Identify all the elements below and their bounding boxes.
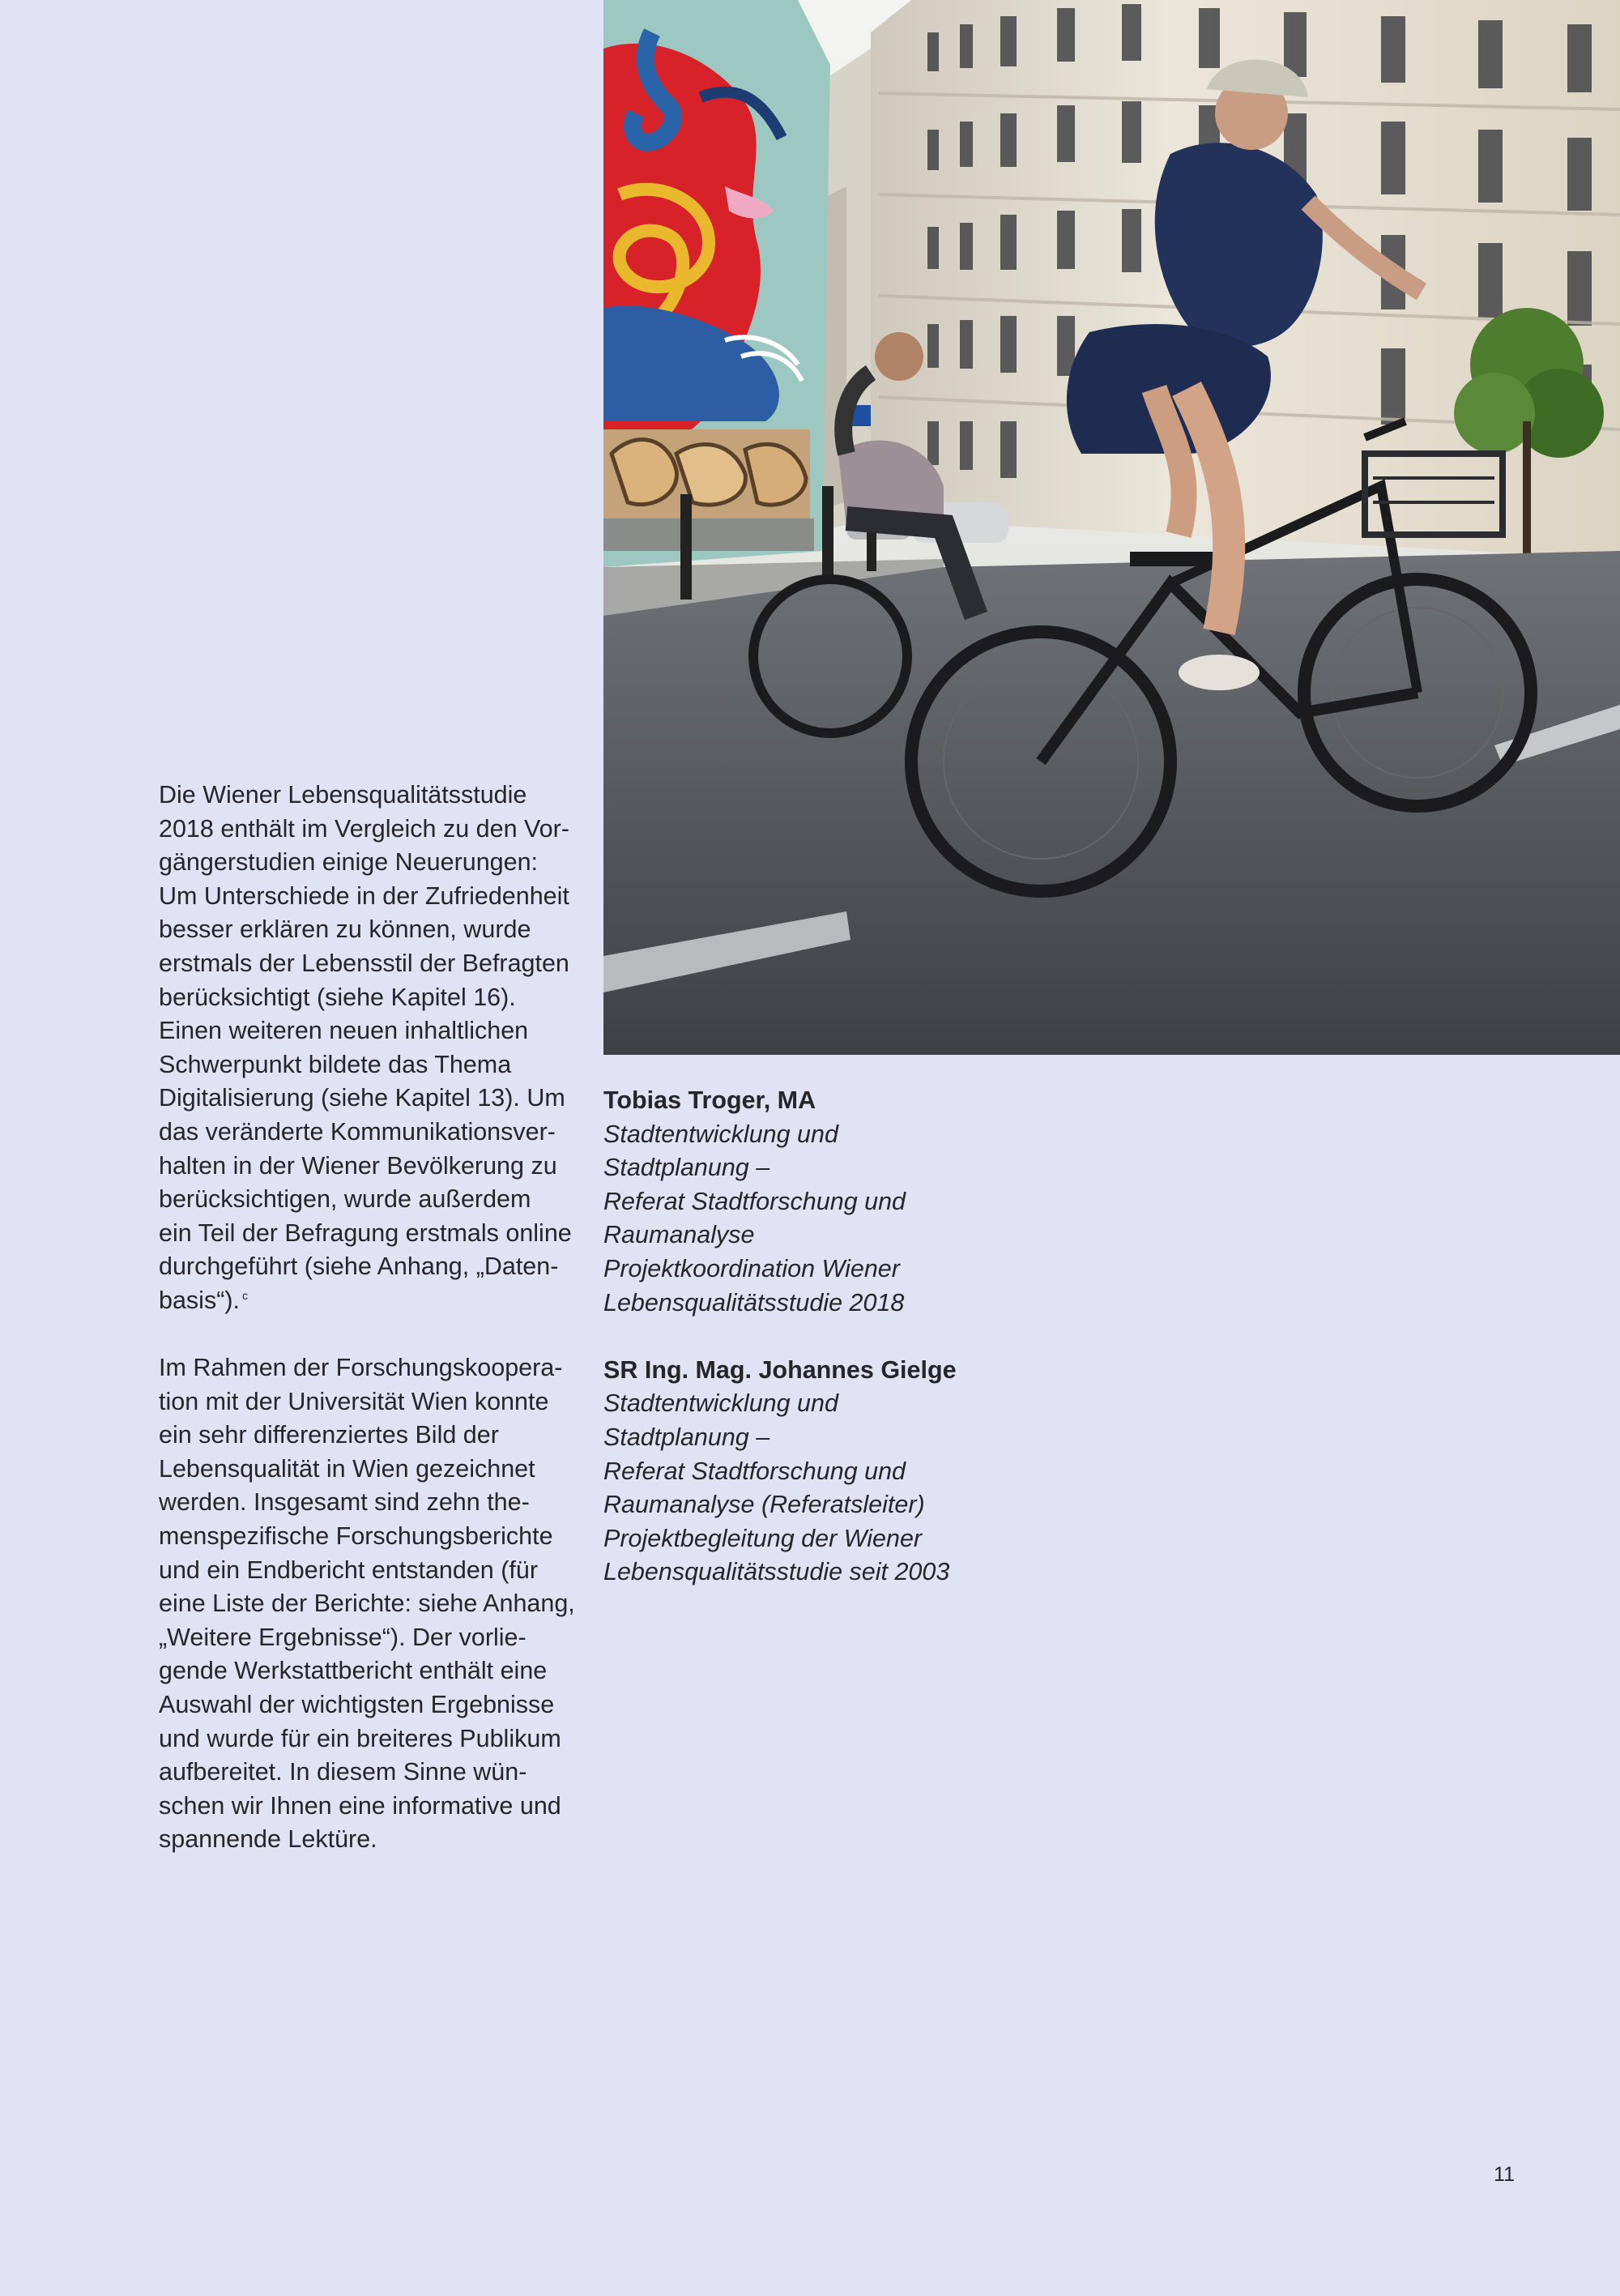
cyclists-street-photo (603, 0, 1620, 1055)
text-line: Im Rahmen der Forschungskoopera- (159, 1354, 563, 1382)
text-line: gende Werkstattbericht enthält eine (159, 1657, 548, 1685)
text-line: Einen weiteren neuen inhaltlichen (159, 1017, 529, 1045)
credit-johannes-gielge (603, 1354, 1089, 1590)
credit-role-line: Referat Stadtforschung und (603, 1187, 906, 1215)
text-line: gängerstudien einige Neuerungen: (159, 848, 539, 877)
text-line: Auswahl der wichtigsten Ergebnisse (159, 1691, 555, 1719)
text-line: und wurde für ein breiteres Publikum (159, 1724, 561, 1752)
text-line: halten in der Wiener Bevölkerung zu (159, 1151, 557, 1180)
text-line: ein Teil der Befragung erstmals online (159, 1218, 572, 1247)
credit-role-line: Stadtentwicklung und (603, 1389, 838, 1418)
text-line: berücksichtigen, wurde außerdem (159, 1185, 531, 1214)
text-line: Um Unterschiede in der Zufriedenheit (159, 881, 569, 910)
credit-tobias-troger (603, 1084, 1089, 1320)
page-number: 11 (1494, 2163, 1515, 2186)
text-line: Schwerpunkt bildete das Thema (159, 1050, 512, 1078)
credit-role-line: Projektbegleitung der Wiener (603, 1524, 923, 1552)
text-line: „Weitere Ergebnisse“). Der vorlie- (159, 1623, 526, 1651)
text-line: 2018 enthält im Vergleich zu den Vor- (159, 814, 569, 843)
paragraph-innovations (159, 779, 584, 1318)
credit-role-line: Projektkoordination Wiener (603, 1254, 900, 1282)
credit-name: Tobias Troger, MA (603, 1086, 816, 1114)
text-line: menspezifische Forschungsberichte (159, 1522, 553, 1551)
text-line: berücksichtigt (siehe Kapitel 16). (159, 983, 516, 1011)
footnote-marker[interactable]: c (242, 1288, 248, 1302)
credit-role-line: Referat Stadtforschung und (603, 1457, 906, 1485)
photo-illustration (603, 0, 1620, 1055)
credit-role-line: Lebensqualitätsstudie seit 2003 (603, 1558, 950, 1586)
credit-role-line: Lebensqualitätsstudie 2018 (603, 1288, 905, 1317)
text-line: das veränderte Kommunikationsver- (159, 1117, 556, 1146)
credit-role-line: Raumanalyse (603, 1221, 755, 1249)
paragraph-cooperation (159, 1351, 584, 1857)
text-line-last (159, 1284, 584, 1318)
text-line: werden. Insgesamt sind zehn the- (159, 1488, 530, 1517)
intro-text (159, 779, 584, 1857)
text-line: erstmals der Lebensstil der Befragten (159, 949, 569, 977)
text-line: durchgeführt (siehe Anhang, „Daten- (159, 1253, 559, 1281)
text-line-content: basis“). (159, 1286, 240, 1314)
credit-role-line: Stadtplanung – (603, 1423, 770, 1451)
credit-role-line: Stadtentwicklung und (603, 1120, 838, 1148)
credit-name: SR Ing. Mag. Johannes Gielge (603, 1355, 957, 1384)
text-line: ein sehr differenziertes Bild der (159, 1421, 499, 1449)
text-line: Die Wiener Lebensqualitätsstudie (159, 781, 527, 809)
text-line: spannende Lektüre. (159, 1825, 377, 1854)
credit-role-line: Stadtplanung – (603, 1154, 770, 1182)
text-line: schen wir Ihnen eine informative und (159, 1791, 561, 1820)
credit-role-line: Raumanalyse (Referatsleiter) (603, 1491, 925, 1519)
text-line: Lebensqualität in Wien gezeichnet (159, 1454, 535, 1483)
text-line: tion mit der Universität Wien konnte (159, 1387, 549, 1415)
author-credits (603, 1084, 1089, 1590)
text-line: Digitalisierung (siehe Kapitel 13). Um (159, 1084, 565, 1112)
text-line: besser erklären zu können, wurde (159, 915, 531, 944)
text-line: eine Liste der Berichte: siehe Anhang, (159, 1590, 575, 1618)
text-line: aufbereitet. In diesem Sinne wün- (159, 1758, 527, 1786)
text-line: und ein Endbericht entstanden (für (159, 1556, 538, 1584)
